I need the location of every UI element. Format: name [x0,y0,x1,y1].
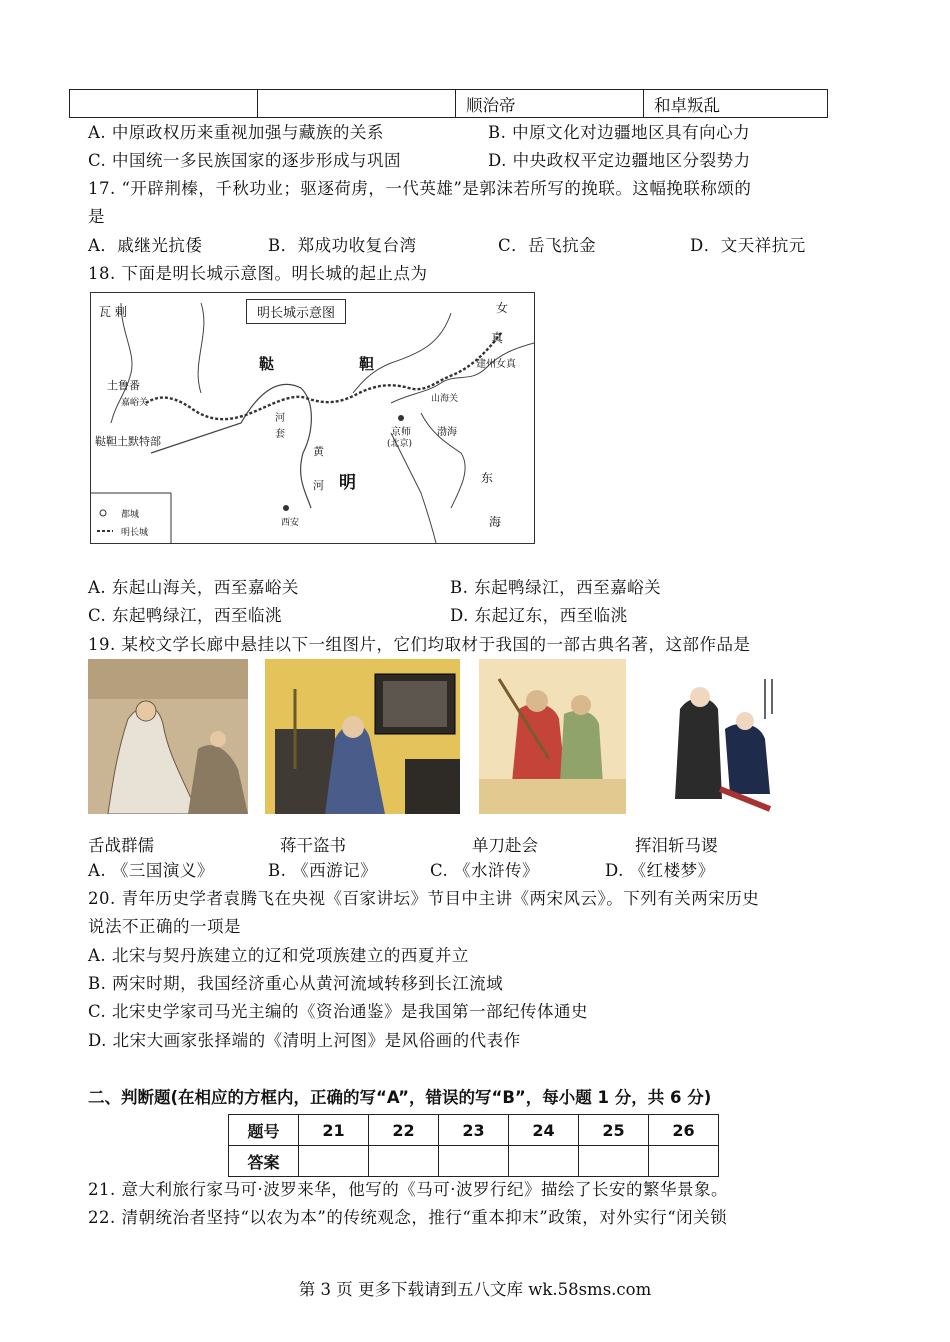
q16-option-d: D. 中央政权平定边疆地区分裂势力 [488,151,751,170]
map-label-river: 河 [313,479,324,492]
map-legend-wall: 明长城 [121,528,149,538]
q17-stem: 17. “开辟荆榛，千秋功业；驱逐荷虏，一代英雄”是郭沫若所写的挽联。这幅挽联称颂的 [88,179,752,198]
ming-great-wall-map [90,292,535,544]
q17-option-d: D．文天祥抗元 [690,236,806,255]
map-label-zhen: 真 [491,331,504,345]
q17-stem-cont: 是 [88,207,105,226]
previous-question-table [69,89,828,118]
answer-cell[interactable] [439,1146,509,1177]
table-cell: 和卓叛乱 [644,90,828,118]
q18-option-d: D. 东起辽东，西至临洮 [450,606,628,625]
map-label-bohai: 渤海 [437,427,457,438]
q17-option-a: A．戚继光抗倭 [88,236,203,255]
map-label-hai: 海 [489,515,502,529]
q20-option-d: D. 北宋大画家张择端的《清明上河图》是风俗画的代表作 [88,1031,521,1050]
caption-3: 单刀赴会 [472,836,538,855]
map-label-shanhaiguan: 山海关 [431,394,459,404]
q19-option-a: A. 《三国演义》 [88,861,214,880]
q20-option-c: C. 北宋史学家司马光主编的《资治通鉴》是我国第一部纪传体通史 [88,1002,589,1021]
answer-cell[interactable] [579,1146,649,1177]
q19-option-b: B. 《西游记》 [268,861,378,880]
answer-cell[interactable] [649,1146,719,1177]
answer-table-row-label: 答案 [229,1146,299,1177]
q19-option-d: D. 《红楼梦》 [605,861,715,880]
q18-stem: 18. 下面是明长城示意图。明长城的起止点为 [88,264,428,283]
table-cell [258,90,456,118]
q22-text: 22. 清朝统治者坚持“以农为本”的传统观念，推行“重本抑末”政策，对外实行“闭关锁 [88,1208,728,1227]
q16-option-c: C. 中国统一多民族国家的逐步形成与巩固 [88,151,402,170]
map-label-dong: 东 [481,471,494,485]
q20-stem-cont: 说法不正确的一项是 [88,917,241,936]
map-label-nvzhen: 女 [496,301,509,315]
map-label-huang: 黄 [313,445,324,458]
map-label-beijing: (北京) [387,439,413,449]
question-number: 25 [579,1115,649,1146]
map-label-jingshi: 京师 [391,427,411,438]
map-label-tao: 套 [275,429,285,440]
q18-option-b: B. 东起鸭绿江，西至嘉峪关 [450,578,662,597]
map-label-ta: 鞑 [259,355,275,373]
question-number: 24 [509,1115,579,1146]
map-label-jiayuguan: 嘉峪关 [121,398,149,408]
answer-table [228,1114,719,1177]
map-label-xian: 西安 [281,518,300,528]
caption-4: 挥泪斩马谡 [635,836,718,855]
q19-stem: 19. 某校文学长廊中悬挂以下一组图片，它们均取材于我国的一部古典名著，这部作品是 [88,635,751,654]
answer-cell[interactable] [299,1146,369,1177]
table-cell [70,90,258,118]
q20-stem: 20. 青年历史学者袁腾飞在央视《百家讲坛》节目中主讲《两宋风云》。下列有关两宋历史 [88,889,760,908]
question-number: 23 [439,1115,509,1146]
map-label-walaci: 瓦 剌 [99,305,127,319]
answer-cell[interactable] [509,1146,579,1177]
map-label-tumote: 鞑靼土默特部 [95,435,161,448]
page-footer: 第 3 页 更多下载请到五八文库 wk.58sms.com [298,1280,652,1299]
illustration-stealing-letter [265,659,460,814]
illustration-single-sword [479,659,626,814]
caption-1: 舌战群儒 [88,836,154,855]
question-number: 26 [649,1115,719,1146]
map-label-jianzhou: 建州女真 [476,359,516,370]
question-number: 21 [299,1115,369,1146]
caption-2: 蒋干盗书 [280,836,346,855]
q18-option-a: A. 东起山海关，西至嘉峪关 [88,578,299,597]
q17-option-c: C．岳飞抗金 [498,236,597,255]
answer-cell[interactable] [369,1146,439,1177]
q20-option-a: A. 北宋与契丹族建立的辽和党项族建立的西夏并立 [88,946,469,965]
map-label-dan: 靼 [359,355,375,373]
answer-table-row-label: 题号 [229,1115,299,1146]
q21-text: 21. 意大利旅行家马可·波罗来华，他写的《马可·波罗行纪》描绘了长安的繁华景象。 [88,1180,728,1199]
q16-option-b: B. 中原文化对边疆地区具有向心力 [488,123,751,142]
question-number: 22 [369,1115,439,1146]
table-cell: 顺治帝 [456,90,644,118]
section2-title: 二、判断题(在相应的方框内，正确的写“A”，错误的写“B”，每小题 1 分，共 6 分) [88,1088,712,1107]
map-label-he: 河 [275,413,285,424]
q19-option-c: C. 《水浒传》 [430,861,540,880]
map-label-tulufan: 土鲁番 [107,379,140,392]
q18-option-c: C. 东起鸭绿江，西至临洮 [88,606,283,625]
q20-option-b: B. 两宋时期，我国经济重心从黄河流域转移到长江流域 [88,974,504,993]
map-label-ming: 明 [339,473,356,493]
q17-option-b: B．郑成功收复台湾 [268,236,417,255]
map-title: 明长城示意图 [246,299,346,324]
illustration-executing-ma-su [660,659,795,814]
q16-option-a: A. 中原政权历来重视加强与藏族的关系 [88,123,384,142]
illustration-debate [88,659,248,814]
map-legend-capital: 都城 [121,510,140,520]
